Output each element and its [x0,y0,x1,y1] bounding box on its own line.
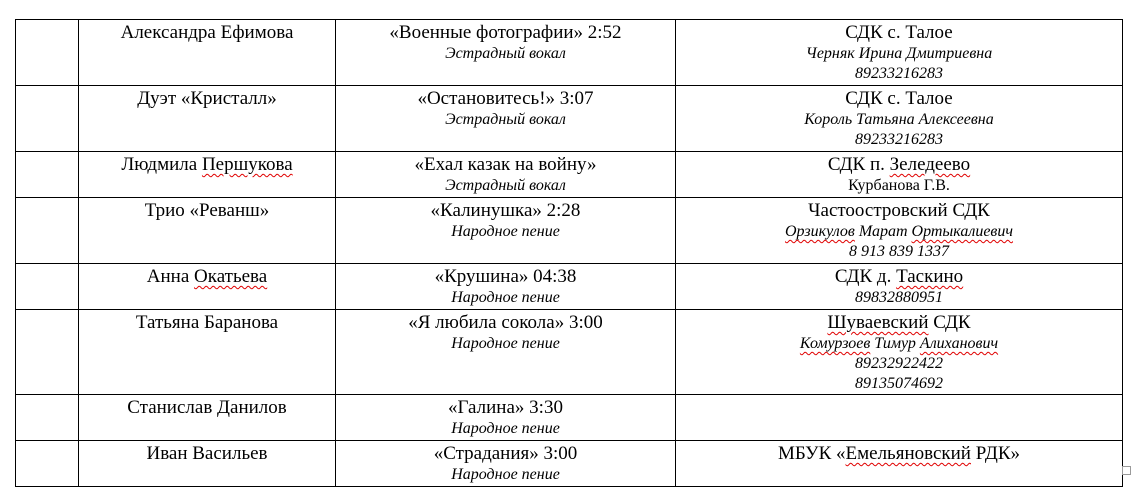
song-title: «Галина» 3:30 [448,397,563,418]
performer-cell[interactable] [79,441,336,487]
performer-name: Станислав Данилов [127,397,287,418]
leader-patronymic-spellcheck: Алиханович [919,335,999,352]
performer-cell[interactable] [79,86,336,152]
performer-cell[interactable] [79,152,336,198]
number-cell[interactable] [16,395,79,441]
performers-table [15,19,1123,487]
performer-name [79,154,335,176]
venue-place-spellcheck: Зеледеево [889,154,971,175]
performer-cell[interactable] [79,310,336,395]
number-cell[interactable] [16,198,79,264]
repertoire-cell[interactable] [336,152,676,198]
venue-suffix: СДК [928,312,971,333]
venue-name: СДК с. Талое [845,88,953,109]
leader-name [676,334,1122,354]
genre-label: Эстрадный вокал [445,177,566,194]
phone-number-2: 89135074692 [855,375,943,392]
table-row [16,441,1123,487]
venue-place-spellcheck: Таскино [896,266,964,287]
number-cell[interactable] [16,441,79,487]
venue-prefix: СДК д. [834,266,897,287]
table-resize-handle[interactable] [1122,466,1131,475]
leader-surname-spellcheck: Комурзоев [799,335,871,352]
performer-name: Дуэт «Кристалл» [137,88,277,109]
genre-label: Народное пение [451,223,560,240]
repertoire-cell[interactable] [336,198,676,264]
leader-name: Черняк Ирина Дмитриевна [805,45,993,62]
performer-name: Иван Васильев [146,443,268,464]
table-row [16,310,1123,395]
venue-cell[interactable] [676,198,1123,264]
phone-number: 89233216283 [855,65,943,82]
leader-name [676,222,1122,242]
venue-suffix: РДК» [970,443,1021,464]
table-row [16,86,1123,152]
venue-prefix: МБУК « [777,443,846,464]
venue-cell[interactable] [676,441,1123,487]
repertoire-cell[interactable] [336,310,676,395]
table-row [16,264,1123,310]
genre-label: Эстрадный вокал [445,45,566,62]
name-first: Людмила [121,154,202,175]
song-title: «Я любила сокола» 3:00 [408,312,603,333]
performer-name: Татьяна Баранова [135,312,279,333]
phone-number: 89232922422 [855,355,943,372]
number-cell[interactable] [16,86,79,152]
venue-name [676,443,1122,465]
venue-name: СДК с. Талое [845,22,953,43]
venue-name [676,266,1122,288]
repertoire-cell[interactable] [336,86,676,152]
song-title: «Калинушка» 2:28 [430,200,581,221]
leader-given: Тимур [870,335,920,352]
leader-name: Король Татьяна Алексеевна [804,111,994,128]
phone-number: 89233216283 [855,131,943,148]
venue-cell[interactable] [676,20,1123,86]
performer-name: Александра Ефимова [120,22,294,43]
genre-label: Народное пение [451,289,560,306]
leader-name: Курбанова Г.В. [848,177,950,194]
song-title: «Крушина» 04:38 [434,266,577,287]
table-row [16,152,1123,198]
genre-label: Народное пение [451,466,560,483]
phone-number: 89832880951 [855,289,943,306]
repertoire-cell[interactable] [336,20,676,86]
genre-label: Народное пение [451,420,560,437]
repertoire-cell[interactable] [336,264,676,310]
performer-cell[interactable] [79,198,336,264]
table-row [16,20,1123,86]
venue-name [676,154,1122,176]
number-cell[interactable] [16,152,79,198]
performer-name: Трио «Реванш» [144,200,270,221]
name-last-spellcheck: Першукова [201,154,293,175]
song-title: «Страдания» 3:00 [433,443,578,464]
name-last-spellcheck: Окатьева [194,266,268,287]
venue-cell[interactable] [676,395,1123,441]
performer-cell[interactable] [79,20,336,86]
phone-number: 8 913 839 1337 [849,243,949,260]
table-row [16,198,1123,264]
leader-surname-spellcheck: Орзикулов [785,223,855,240]
venue-place-spellcheck: Шуваевский [827,312,929,333]
song-title: «Военные фотографии» 2:52 [389,22,622,43]
venue-prefix: СДК п. [827,154,890,175]
number-cell[interactable] [16,20,79,86]
venue-cell[interactable] [676,310,1123,395]
song-title: «Остановитесь!» 3:07 [417,88,594,109]
venue-place-spellcheck: Емельяновский [845,443,971,464]
leader-given: Марат [854,223,912,240]
song-title: «Ехал казак на войну» [414,154,597,175]
performer-name [79,266,335,288]
venue-name: Частоостровский СДК [808,200,990,221]
number-cell[interactable] [16,264,79,310]
name-first: Анна [146,266,195,287]
number-cell[interactable] [16,310,79,395]
genre-label: Народное пение [451,335,560,352]
repertoire-cell[interactable] [336,441,676,487]
venue-name [676,312,1122,334]
performer-cell[interactable] [79,395,336,441]
genre-label: Эстрадный вокал [445,111,566,128]
table-row [16,395,1123,441]
repertoire-cell[interactable] [336,395,676,441]
venue-cell[interactable] [676,264,1123,310]
venue-cell[interactable] [676,86,1123,152]
venue-cell[interactable] [676,152,1123,198]
leader-patronymic-spellcheck: Ортыкалиевич [911,223,1013,240]
performer-cell[interactable] [79,264,336,310]
